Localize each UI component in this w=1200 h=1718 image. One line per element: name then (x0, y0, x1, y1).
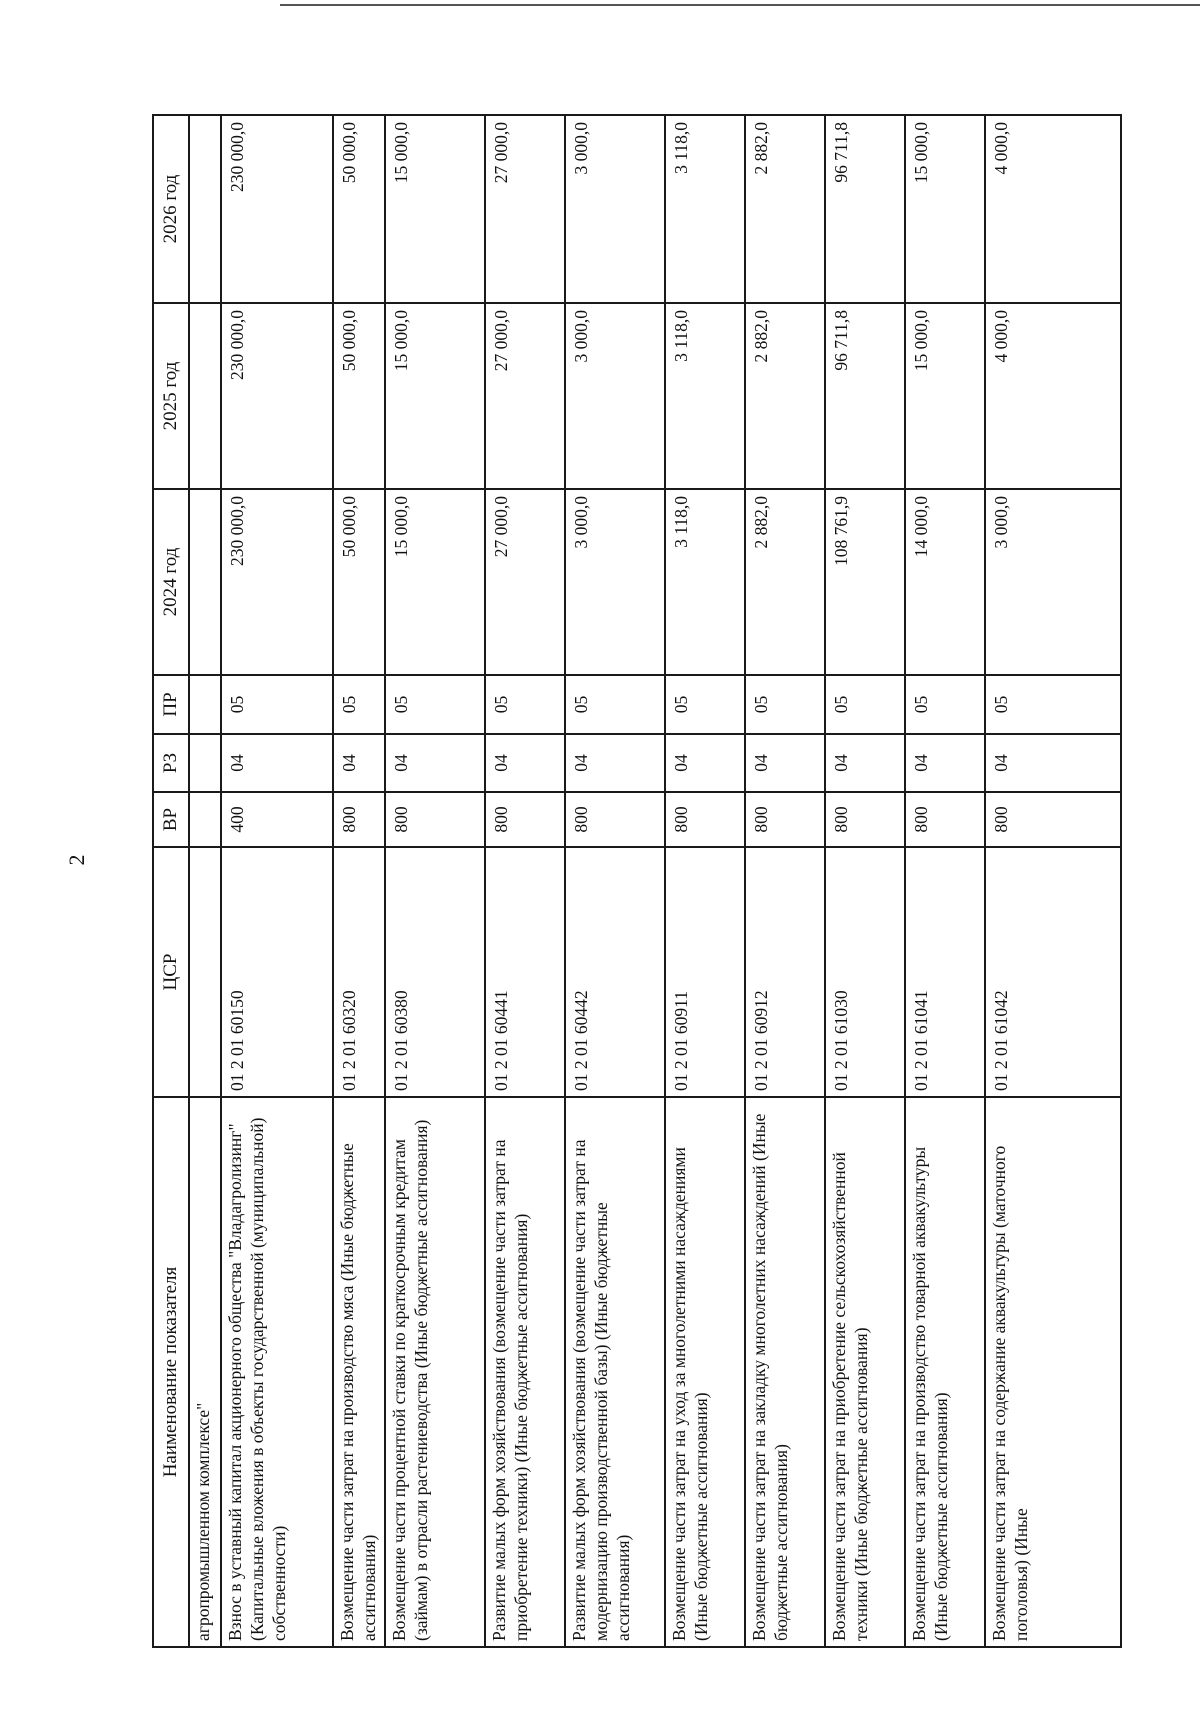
row-vr: 800 (385, 792, 485, 847)
row-name: Возмещение части затрат на приобретение сельскохозяйственной техники (Иные бюджетные ассигнования) (825, 1097, 905, 1647)
row-2026: 50 000,0 (333, 115, 385, 303)
row-csr: 01 2 01 61041 (905, 847, 985, 1097)
row-pr: 05 (385, 675, 485, 734)
row-vr: 800 (985, 792, 1121, 847)
table-row (485, 115, 565, 1647)
row-2024: 3 000,0 (985, 489, 1121, 675)
row-2025: 230 000,0 (221, 303, 333, 489)
row-vr: 800 (905, 792, 985, 847)
row-rz: 04 (745, 734, 825, 792)
row-csr: 01 2 01 60441 (485, 847, 565, 1097)
row-rz: 04 (385, 734, 485, 792)
row-pr: 05 (745, 675, 825, 734)
row-2024: 14 000,0 (905, 489, 985, 675)
row-2024: 50 000,0 (333, 489, 385, 675)
row-2026: 15 000,0 (905, 115, 985, 303)
row-2026: 96 711,8 (825, 115, 905, 303)
row-pr: 05 (665, 675, 745, 734)
table-row (565, 115, 665, 1647)
row-vr: 800 (745, 792, 825, 847)
row-csr: 01 2 01 60320 (333, 847, 385, 1097)
table-row (985, 115, 1121, 1647)
row-vr: 800 (485, 792, 565, 847)
empty-cell (189, 489, 221, 675)
row-rz: 04 (485, 734, 565, 792)
row-csr: 01 2 01 60911 (665, 847, 745, 1097)
table-row-continuation (189, 115, 221, 1647)
col-header-2025: 2025 год (153, 303, 189, 489)
row-csr: 01 2 01 61030 (825, 847, 905, 1097)
empty-cell (189, 792, 221, 847)
row-pr: 05 (565, 675, 665, 734)
row-rz: 04 (565, 734, 665, 792)
row-pr: 05 (985, 675, 1121, 734)
row-vr: 800 (333, 792, 385, 847)
row-name: Развитие малых форм хозяйствования (возмещение части затрат на приобретение техники) (Иные бюджетные ассигнования) (485, 1097, 565, 1647)
empty-cell (189, 303, 221, 489)
row-rz: 04 (985, 734, 1121, 792)
row-csr: 01 2 01 61042 (985, 847, 1121, 1097)
col-header-vr: ВР (153, 792, 189, 847)
row-rz: 04 (333, 734, 385, 792)
row-name: Возмещение части затрат на производство товарной аквакультуры (Иные бюджетные ассигнования) (905, 1097, 985, 1647)
row-name: Возмещение части затрат на содержание аквакультуры (маточного поголовья) (Иные (985, 1097, 1121, 1647)
row-2024: 3 000,0 (565, 489, 665, 675)
row-name: Взнос в уставный капитал акционерного общества "Владагролизинг" (Капитальные вложения в объекты государственной (муниципальной) собственности) (221, 1097, 333, 1647)
table-row (905, 115, 985, 1647)
row-pr: 05 (221, 675, 333, 734)
row-2025: 96 711,8 (825, 303, 905, 489)
row-rz: 04 (221, 734, 333, 792)
row-rz: 04 (665, 734, 745, 792)
col-header-2024: 2024 год (153, 489, 189, 675)
row-2024: 108 761,9 (825, 489, 905, 675)
row-csr: 01 2 01 60442 (565, 847, 665, 1097)
scan-edge-line (280, 4, 1200, 6)
table-row (825, 115, 905, 1647)
row-2025: 27 000,0 (485, 303, 565, 489)
col-header-rz: РЗ (153, 734, 189, 792)
row-csr: 01 2 01 60380 (385, 847, 485, 1097)
row-pr: 05 (485, 675, 565, 734)
table-row (385, 115, 485, 1647)
row-vr: 800 (665, 792, 745, 847)
budget-table-frame (152, 116, 1122, 1648)
row-rz: 04 (905, 734, 985, 792)
row-2025: 3 118,0 (665, 303, 745, 489)
row-vr: 800 (565, 792, 665, 847)
empty-cell (189, 675, 221, 734)
table-header-row (153, 115, 189, 1647)
row-pr: 05 (905, 675, 985, 734)
row-2025: 15 000,0 (905, 303, 985, 489)
row-2024: 3 118,0 (665, 489, 745, 675)
row-2026: 3 000,0 (565, 115, 665, 303)
table-row (221, 115, 333, 1647)
table-row (333, 115, 385, 1647)
row-name: Возмещение части затрат на производство мяса (Иные бюджетные ассигнования) (333, 1097, 385, 1647)
row-2026: 2 882,0 (745, 115, 825, 303)
row-name: Возмещение части затрат на закладку многолетних насаждений (Иные бюджетные ассигнования) (745, 1097, 825, 1647)
empty-cell (189, 734, 221, 792)
row-2024: 2 882,0 (745, 489, 825, 675)
row-2026: 15 000,0 (385, 115, 485, 303)
row-2024: 27 000,0 (485, 489, 565, 675)
row-2025: 2 882,0 (745, 303, 825, 489)
row-2024: 230 000,0 (221, 489, 333, 675)
col-header-name: Наименование показателя (153, 1097, 189, 1647)
row-vr: 800 (825, 792, 905, 847)
table-row (665, 115, 745, 1647)
continuation-cell: агропромышленном комплексе" (189, 1097, 221, 1647)
row-pr: 05 (333, 675, 385, 734)
row-name: Развитие малых форм хозяйствования (возмещение части затрат на модернизацию производственной базы) (Иные бюджетные ассигнования) (565, 1097, 665, 1647)
row-rz: 04 (825, 734, 905, 792)
col-header-2026: 2026 год (153, 115, 189, 303)
row-2025: 15 000,0 (385, 303, 485, 489)
row-csr: 01 2 01 60912 (745, 847, 825, 1097)
row-pr: 05 (825, 675, 905, 734)
row-name: Возмещение части затрат на уход за многолетними насаждениями (Иные бюджетные ассигнования) (665, 1097, 745, 1647)
row-csr: 01 2 01 60150 (221, 847, 333, 1097)
col-header-pr: ПР (153, 675, 189, 734)
page-number: 2 (64, 854, 89, 866)
budget-table (152, 114, 1122, 1648)
table-row (745, 115, 825, 1647)
empty-cell (189, 115, 221, 303)
row-2026: 4 000,0 (985, 115, 1121, 303)
col-header-csr: ЦСР (153, 847, 189, 1097)
empty-cell (189, 847, 221, 1097)
row-vr: 400 (221, 792, 333, 847)
row-2026: 230 000,0 (221, 115, 333, 303)
row-2026: 3 118,0 (665, 115, 745, 303)
row-name: Возмещение части процентной ставки по краткосрочным кредитам (займам) в отрасли растениеводства (Иные бюджетные ассигнования) (385, 1097, 485, 1647)
row-2025: 50 000,0 (333, 303, 385, 489)
row-2025: 4 000,0 (985, 303, 1121, 489)
row-2025: 3 000,0 (565, 303, 665, 489)
row-2026: 27 000,0 (485, 115, 565, 303)
row-2024: 15 000,0 (385, 489, 485, 675)
